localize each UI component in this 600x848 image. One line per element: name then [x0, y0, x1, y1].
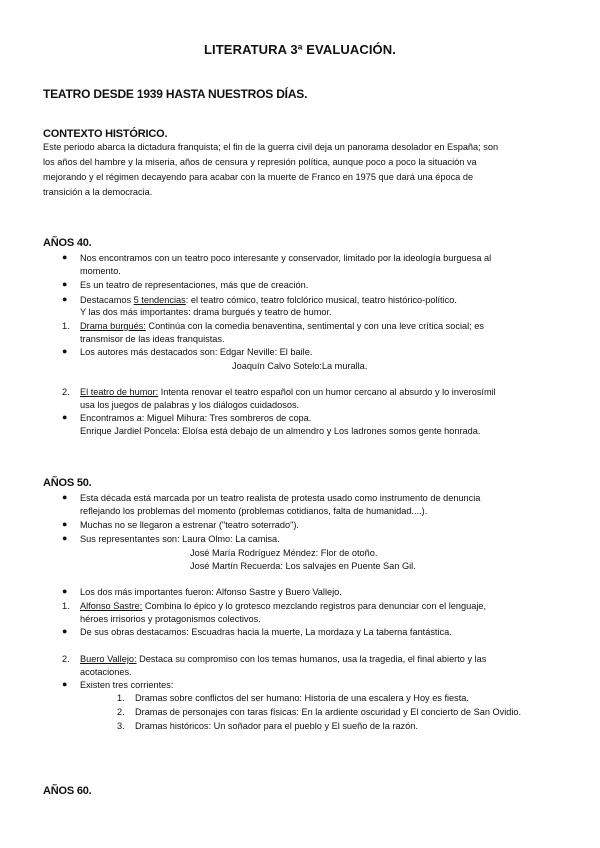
numbered-item-cont: héroes irrisorios y protagonismos colectivos. — [80, 614, 261, 624]
sub-list-item: Dramas sobre conflictos del ser humano: Historia de una escalera y Hoy es fiesta. — [135, 693, 469, 703]
bullet-icon: ● — [62, 519, 68, 529]
bullet-icon: ● — [62, 586, 68, 596]
sub-list-item: Dramas históricos: Un soñador para el pueblo y El sueño de la razón. — [135, 721, 418, 731]
list-item: De sus obras destacamos: Escuadras hacia la muerte, La mordaza y La taberna fantástica. — [80, 627, 452, 637]
bullet-icon: ● — [62, 679, 68, 689]
bullet-icon: ● — [62, 279, 68, 289]
bullet-icon: ● — [62, 252, 68, 262]
numbered-item-cont: acotaciones. — [80, 667, 132, 677]
list-number: 1. — [62, 601, 70, 611]
list-number: 2. — [62, 387, 70, 397]
list-item-cont: Y las dos más importantes: drama burgués y teatro de humor. — [80, 307, 332, 317]
bullet-icon: ● — [62, 294, 68, 304]
list-number: 2. — [62, 654, 70, 664]
text: Continúa con la comedia benaventina, sentimental y con una leve crítica social; es — [145, 321, 484, 331]
list-item: Esta década está marcada por un teatro realista de protesta usado como instrumento de denuncia — [80, 493, 481, 503]
text: Destaca su compromiso con los temas humanos, usa la tragedia, el final abierto y las — [136, 654, 487, 664]
sub-list-item: Dramas de personajes con taras físicas: En la ardiente oscuridad y El concierto de San Ovidio. — [135, 707, 522, 717]
list-item-cont: José María Rodríguez Méndez: Flor de otoño. — [190, 548, 378, 558]
underlined-term: Buero Vallejo: — [80, 654, 137, 664]
numbered-item-cont: usa los juegos de palabras y los diálogos cuidadosos. — [80, 400, 300, 410]
list-item: Encontramos a: Miguel Mihura: Tres sombreros de copa. — [80, 413, 312, 423]
list-item: Existen tres corrientes: — [80, 680, 174, 690]
list-item-cont: reflejando los problemas del momento (problemas cotidianos, falta de humanidad....). — [80, 506, 428, 516]
document-title: LITERATURA 3ª EVALUACIÓN. — [204, 42, 396, 57]
bullet-icon: ● — [62, 626, 68, 636]
list-item: Sus representantes son: Laura Olmo: La camisa. — [80, 534, 280, 544]
list-item-cont: Joaquín Calvo Sotelo:La muralla. — [232, 361, 368, 371]
text: Combina lo épico y lo grotesco mezclando registros para denunciar con el lenguaje, — [142, 601, 487, 611]
underlined-term: Drama burgués: — [80, 321, 146, 331]
list-item: Nos encontramos con un teatro poco interesante y conservador, limitado por la ideología burguesa al — [80, 253, 492, 263]
list-item-cont: José Martín Recuerda: Los salvajes en Puente San Gil. — [190, 561, 416, 571]
list-item: Es un teatro de representaciones, más que de creación. — [80, 280, 309, 290]
list-item-cont: Enrique Jardiel Poncela: Eloísa está debajo de un almendro y Los ladrones somos gente honrada. — [80, 426, 481, 436]
underlined-term: El teatro de humor: — [80, 387, 159, 397]
contexto-line: transición a la democracia. — [43, 187, 153, 197]
bullet-icon: ● — [62, 346, 68, 356]
section-subtitle: TEATRO DESDE 1939 HASTA NUESTROS DÍAS. — [43, 87, 308, 101]
numbered-item — [80, 653, 486, 666]
bullet-icon: ● — [62, 533, 68, 543]
list-item: Los autores más destacados son: Edgar Neville: El baile. — [80, 347, 313, 357]
numbered-item — [80, 320, 484, 333]
underlined-term: Alfonso Sastre: — [80, 601, 143, 611]
numbered-item — [80, 386, 496, 399]
list-item-cont: momento. — [80, 266, 121, 276]
text: Intenta renovar el teatro español con un humor cercano al absurdo y lo inverosímil — [158, 387, 496, 397]
list-item: Muchas no se llegaron a estrenar ("teatro soterrado"). — [80, 520, 299, 530]
contexto-line: los años del hambre y la miseria, años de censura y represión política, aunque poco a poco la situación va — [43, 157, 477, 167]
contexto-line: mejorando y el régimen decayendo para acabar con la muerte de Franco en 1975 que dará una época de — [43, 172, 474, 182]
text: Destacamos — [80, 295, 134, 305]
sub-list-number: 3. — [117, 721, 125, 731]
sub-list-number: 1. — [117, 693, 125, 703]
contexto-heading: CONTEXTO HISTÓRICO. — [43, 128, 168, 140]
anos50-heading: AÑOS 50. — [43, 477, 92, 489]
list-item: Los dos más importantes fueron: Alfonso Sastre y Buero Vallejo. — [80, 587, 342, 597]
anos40-heading: AÑOS 40. — [43, 237, 92, 249]
text: : el teatro cómico, teatro folclórico musical, teatro histórico-político. — [185, 295, 457, 305]
list-number: 1. — [62, 321, 70, 331]
sub-list-number: 2. — [117, 707, 125, 717]
numbered-item — [80, 600, 486, 613]
contexto-line: Este periodo abarca la dictadura franquista; el fin de la guerra civil deja un panorama desolador en España; son — [43, 142, 499, 152]
underlined-term: 5 tendencias — [133, 295, 186, 305]
anos60-heading: AÑOS 60. — [43, 785, 92, 797]
bullet-icon: ● — [62, 412, 68, 422]
bullet-icon: ● — [62, 492, 68, 502]
numbered-item-cont: transmisor de las ideas franquistas. — [80, 334, 225, 344]
